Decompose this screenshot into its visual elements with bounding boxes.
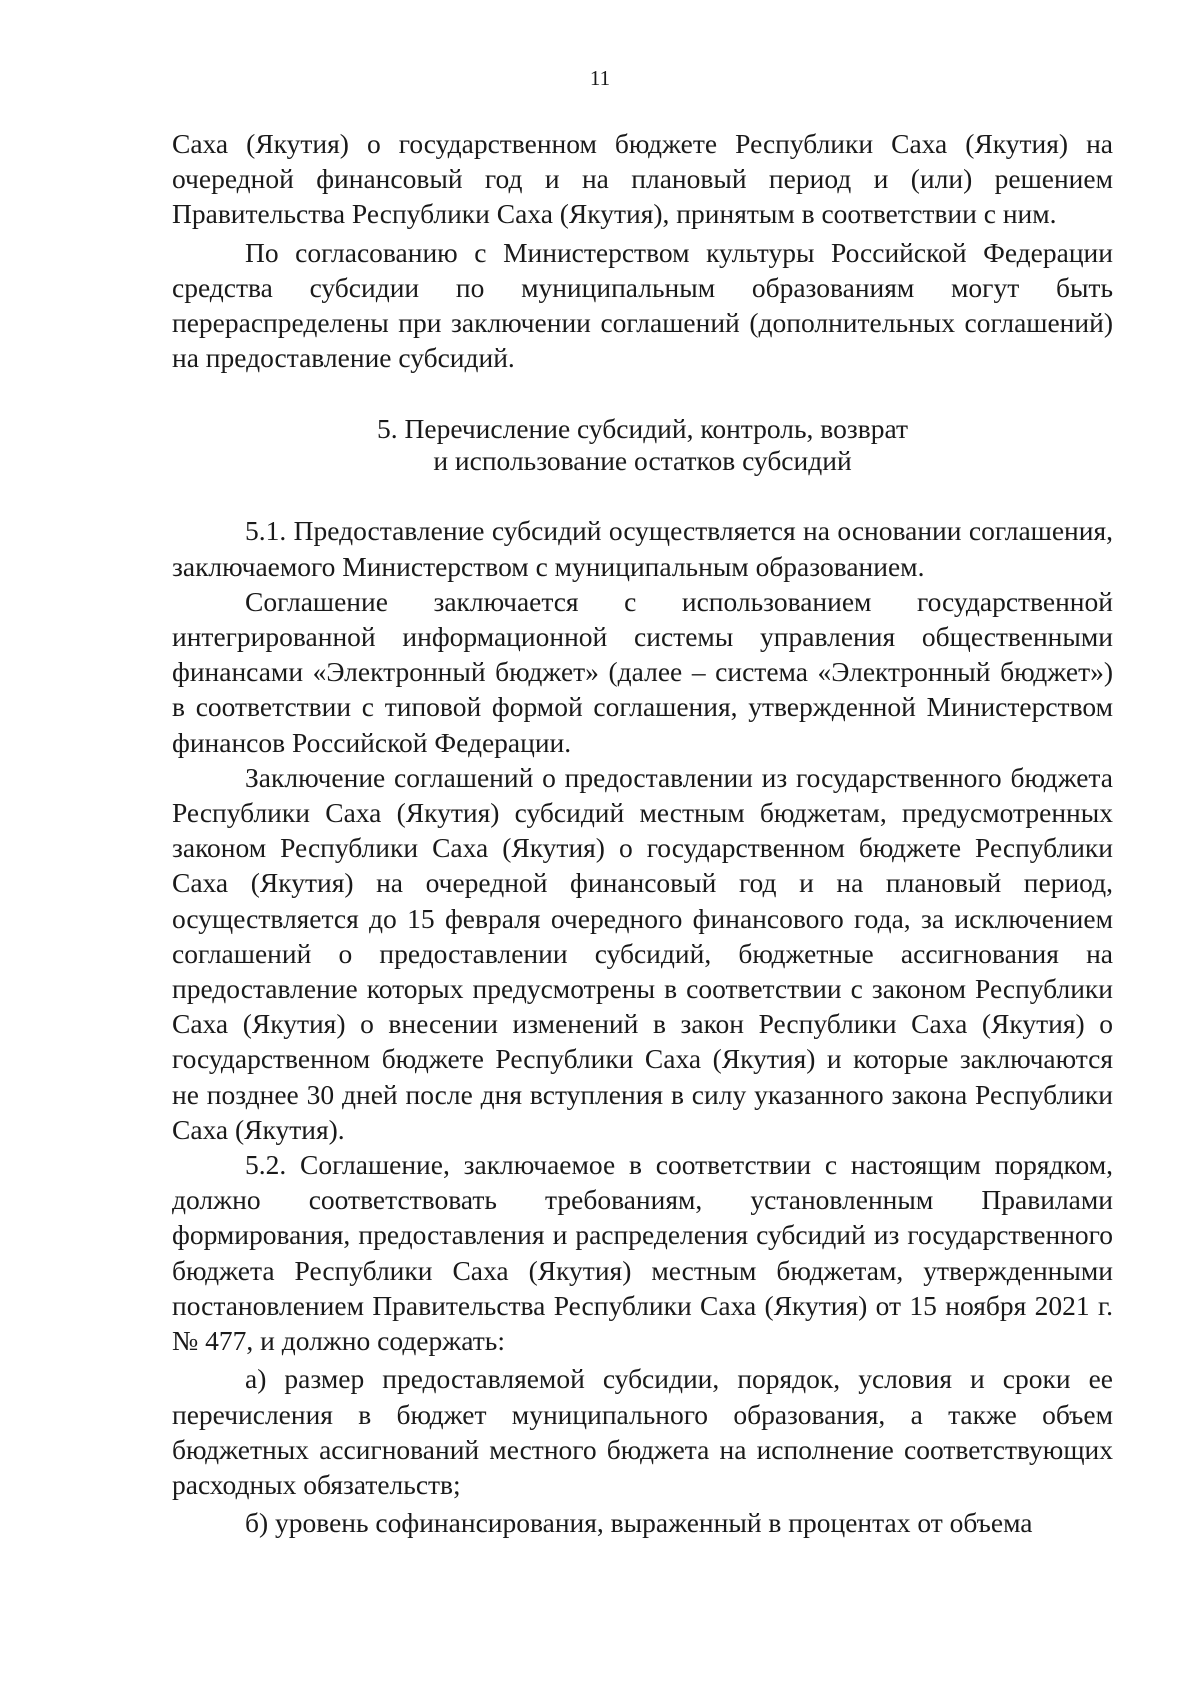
document-body: [172, 126, 1113, 1540]
page-number: 11: [589, 66, 611, 90]
section-heading-line-1: 5. Перечисление субсидий, контроль, возврат: [377, 413, 908, 445]
paragraph-redistribution: По согласованию с Министерством культуры Российской Федерации средства субсидии по муниципальным образованиям могут быть перераспределены при заключении соглашений (дополнительных соглашений) на предоставление субсидий.: [172, 236, 1113, 374]
section-heading-line-2: и использование остатков субсидий: [433, 445, 852, 477]
paragraph-agreement-system: Соглашение заключается с использованием государственной интегрированной информационной системы управления общественными финансами «Электронный бюджет» (далее – система «Электронный бюджет») в соответствии с типовой формой соглашения, утвержденной Министерством финансов Российской Федерации.: [172, 585, 1113, 758]
paragraph-continuation: Саха (Якутия) о государственном бюджете Республики Саха (Якутия) на очередной финансовый год и на плановый период и (или) решением Правительства Республики Саха (Якутия), принятым в соответствии с ним.: [172, 128, 1113, 230]
paragraph-5-1: 5.1. Предоставление субсидий осуществляется на основании соглашения, заключаемого Министерством с муниципальным образованием.: [172, 515, 1113, 582]
paragraph-item-a: а) размер предоставляемой субсидии, порядок, условия и сроки ее перечисления в бюджет муниципального образования, а также объем бюджетных ассигнований местного бюджета на исполнение соответствующих расходных обязательств;: [172, 1363, 1113, 1500]
paragraph-5-2: 5.2. Соглашение, заключаемое в соответствии с настоящим порядком, должно соответствовать требованиям, установленным Правилами формирования, предоставления и распределения субсидий из государственного бюджета Республики Саха (Якутия) местным бюджетам, утвержденными постановлением Правительства Республики Саха (Якутия) от 15 ноября 2021 г. № 477, и должно содержать:: [172, 1149, 1113, 1357]
section-heading: [172, 413, 1113, 477]
paragraph-agreement-deadline: Заключение соглашений о предоставлении из государственного бюджета Республики Саха (Якутия) субсидий местным бюджетам, предусмотренных законом Республики Саха (Якутия) о государственном бюджете Республики Саха (Якутия) на очередной финансовый год и на плановый период, осуществляется до 15 февраля очередного финансового года, за исключением соглашений о предоставлении субсидий, бюджетные ассигнования на предоставление которых предусмотрены в соответствии с законом Республики Саха (Якутия) о внесении изменений в закон Республики Саха (Якутия) о государственном бюджете Республики Саха (Якутия) и которые заключаются не позднее 30 дней после дня вступления в силу указанного закона Республики Саха (Якутия).: [172, 761, 1113, 1145]
paragraph-item-b: б) уровень софинансирования, выраженный в процентах от объема: [245, 1507, 1033, 1539]
